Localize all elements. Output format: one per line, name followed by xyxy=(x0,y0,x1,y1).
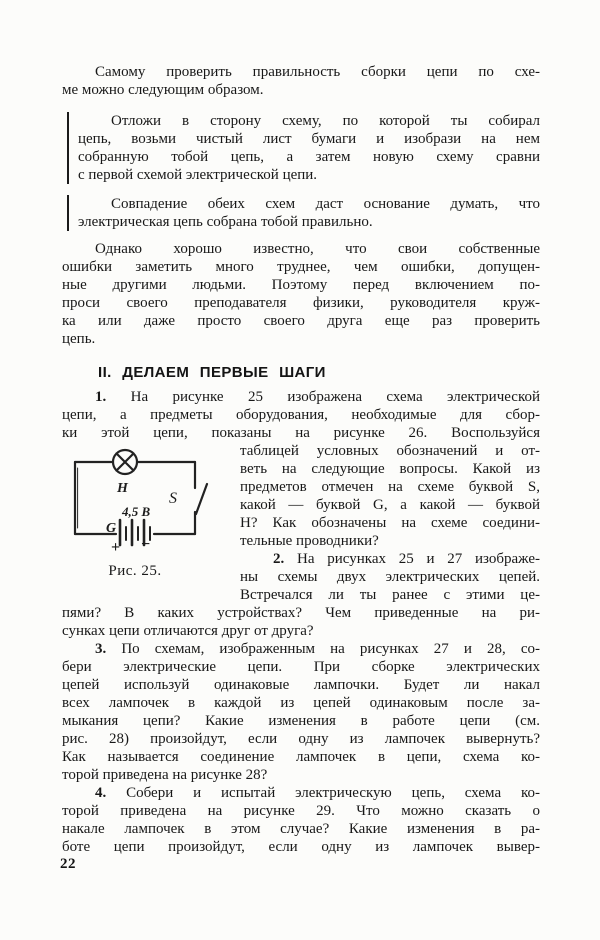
text-line: ме можно следующим образом. xyxy=(62,82,264,98)
text-line: мыкания цепи? Какие изменения в работе цепи (см. xyxy=(62,713,540,729)
text-line: цепи, а предметы оборудования, необходимые для сбор- xyxy=(62,407,540,423)
text-line: ны схемы двух электрических цепей. xyxy=(240,569,540,585)
text-line: рис. 28) произойдут, если одну из лампочек вывернуть? xyxy=(62,731,540,747)
text-line: 4. Собери и испытай электрическую цепь, схема ко- xyxy=(95,785,540,801)
text-line: веть на следующие вопросы. Какой из xyxy=(240,461,540,477)
paragraph-question-4 xyxy=(62,784,540,856)
text-line: 2. На рисунках 25 и 27 изображе- xyxy=(273,551,540,567)
text-line: ошибки заметить много труднее, чем ошибки, допущен- xyxy=(62,259,540,275)
page-number: 22 xyxy=(60,856,76,872)
text-line: тельные проводники? xyxy=(240,533,379,549)
lamp-label: Н xyxy=(117,481,128,496)
text-column xyxy=(62,63,540,856)
text-line: 1. На рисунке 25 изображена схема электрической xyxy=(95,389,540,405)
switch-lever-icon xyxy=(196,484,207,514)
text-line: с первой схемой электрической цепи. xyxy=(78,167,318,183)
paragraph-own-mistakes xyxy=(62,240,540,348)
paragraph-question-3 xyxy=(62,640,540,784)
figure-and-text-section xyxy=(62,442,540,640)
text-line: цепь. xyxy=(62,331,96,347)
paragraph-check-intro xyxy=(62,63,540,99)
text-line: цепей используй одинаковые лампочки. Будет ли накал xyxy=(62,677,540,693)
text-line: Встречался ли ты ранее с этими це- xyxy=(240,587,540,603)
text-line: Совпадение обеих схем даст основание думать, что xyxy=(111,196,540,212)
paragraph-question-1-start xyxy=(62,388,540,442)
voltage-label: 4,5 В xyxy=(122,504,151,519)
figure-caption: Рис. 25. xyxy=(108,563,162,579)
figure-circuit-25 xyxy=(62,442,240,602)
switch-label: S xyxy=(169,490,177,507)
text-line: Н? Как обозначены на схеме соедини- xyxy=(240,515,540,531)
section-heading: II. ДЕЛАЕМ ПЕРВЫЕ ШАГИ xyxy=(98,364,326,381)
paragraph-quote-instruction xyxy=(67,112,540,184)
text-line: собранную тобой цепь, а затем новую схему сравни xyxy=(78,149,540,165)
text-line: ка или даже просто своего друга еще раз проверить xyxy=(62,313,540,329)
text-line: Как называется соединение лампочек в цепи, схема ко- xyxy=(62,749,540,765)
text-line: торой приведена на рисунке 28? xyxy=(62,767,268,783)
text-line: Самому проверить правильность сборки цепи по схе- xyxy=(95,64,540,80)
text-line: 3. По схемам, изображенным на рисунках 27 и 28, со- xyxy=(95,641,540,657)
text-line: накале лампочек в этом случае? Какие изменения в ра- xyxy=(62,821,540,837)
text-line: ные другими людьми. Поэтому перед включением по- xyxy=(62,277,540,293)
text-line: сунках цепи отличаются друг от друга? xyxy=(62,623,314,639)
lamp-cross-icon xyxy=(117,454,134,471)
text-line: всех лампочек в каждой из цепей одинаковым после за- xyxy=(62,695,540,711)
paragraph-quote-result xyxy=(67,195,540,231)
item-number: 4. xyxy=(95,785,107,801)
text-line: цепь, возьми чистый лист бумаги и изобрази на нем xyxy=(78,131,540,147)
text-line: таблицей условных обозначений и от- xyxy=(240,443,540,459)
text-line: боте цепи произойдут, если одну из лампочек вывер- xyxy=(62,839,540,855)
text-line: торой приведена на рисунке 29. Что можно сказать о xyxy=(62,803,540,819)
text-line: ки этой цепи, показаны на рисунке 26. Воспользуйся xyxy=(62,425,540,441)
text-line: электрическая цепь собрана тобой правильно. xyxy=(78,214,373,230)
text-line: Однако хорошо известно, что свои собственные xyxy=(95,241,540,257)
minus-sign-label: − xyxy=(141,536,151,553)
text-line: бери электрические цепи. При сборке электрических xyxy=(62,659,540,675)
item-number: 2. xyxy=(273,551,285,567)
text-line: Отложи в сторону схему, по которой ты собирал xyxy=(111,113,540,129)
plus-sign-label: + xyxy=(111,539,121,556)
item-number: 3. xyxy=(95,641,107,657)
text-line: проси своего преподавателя физики, руководителя круж- xyxy=(62,295,540,311)
text-line: какой — буквой G, а какой — буквой xyxy=(240,497,540,513)
text-line: пями? В каких устройствах? Чем приведенные на ри- xyxy=(62,605,540,621)
battery-label: G xyxy=(106,521,117,536)
text-line: предметов отмечен на схеме буквой S, xyxy=(240,479,540,495)
item-number: 1. xyxy=(95,389,107,405)
